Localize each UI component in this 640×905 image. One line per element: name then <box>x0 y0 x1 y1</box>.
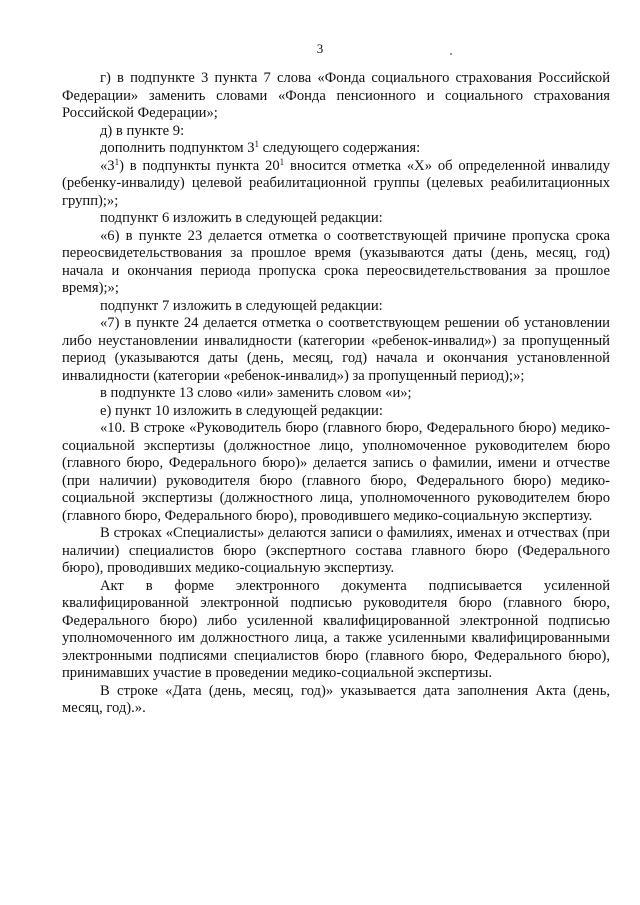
text-segment: дополнить подпунктом 3 <box>100 140 255 156</box>
paragraph-g: г) в подпункте 3 пункта 7 слова «Фонда социального страхования Российской Федерации» заменить словами «Фонда пенсионного и социального страхования Российской Федерации»; <box>62 70 610 121</box>
paragraph-subitem-7-heading: подпункт 7 изложить в следующей редакции: <box>100 297 383 314</box>
paragraph-subitem-6: «6) в пункте 23 делается отметка о соответствующей причине пропуска срока переосвидетельствования за прошлое время (указываются даты (день, месяц, год) начала и окончания периода пропуска срока переосвидетельствования за прошлое время);»; <box>62 227 610 296</box>
paragraph-subitem-6-heading: подпункт 6 изложить в следующей редакции: <box>100 210 383 226</box>
paragraph-subitem-7: «7) в пункте 24 делается отметка о соответствующем решении об установлении либо неустановлении инвалидности (категории «ребенок-инвалид») за пропущенный период (указываются даты (день, месяц, год) начала и окончания установленной инвалидности (категории «ребенок-инвалид») за пропущенный период);»; <box>62 315 610 384</box>
superscript: 1 <box>279 156 285 167</box>
text-segment: «3 <box>100 157 115 174</box>
paragraph-signature: Акт в форме электронного документа подписывается усиленной квалифицированной электронной подписью руководителя бюро (главного бюро, Федерального бюро) либо усиленной квалифицированной электронной подписью уполномоченного им должностного лица, а также усиленными квалифицированными электронными подписями специалистов бюро (главного бюро, Федерального бюро), принимавших участие в проведении медико-социальной экспертизы. <box>62 577 610 681</box>
superscript: 1 <box>114 156 120 167</box>
document-body <box>62 70 610 718</box>
paragraph-specialists: В строках «Специалисты» делаются записи о фамилиях, именах и отчествах (при наличии) специалистов бюро (экспертного состава главного бюро (Федерального бюро), проводивших медико-социальную экспертизу. <box>62 525 610 576</box>
page-number: 3 <box>316 41 324 56</box>
paragraph-subitem-3-1 <box>62 158 610 211</box>
scan-speck <box>450 53 452 55</box>
text-segment: ) в подпункты пункта 20 <box>119 157 280 174</box>
paragraph-e: е) пункт 10 изложить в следующей редакции: <box>100 402 383 419</box>
paragraph-d: д) в пункте 9: <box>100 122 185 139</box>
superscript: 1 <box>254 139 260 149</box>
text-segment: следующего содержания: <box>259 140 421 156</box>
paragraph-add-subitem <box>62 140 610 158</box>
paragraph-item-10: «10. В строке «Руководитель бюро (главного бюро, Федерального бюро) медико-социальной экспертизы (должностное лицо, уполномоченное руководителем бюро (главного бюро, Федерального бюро)» делается запись о фамилии, имени и отчестве (при наличии) руководителя бюро (главного бюро, Федерального бюро) медико-социальной экспертизы (должностного лица, уполномоченного руководителем бюро (главного бюро, Федерального бюро), проводившего медико-социальную экспертизу. <box>62 420 610 524</box>
text-segment: вносится отметка «X» об определенной инвалиду (ребенку-инвалиду) целевой реабилитационной группы (целевых реабилитационных групп);»; <box>62 157 610 209</box>
paragraph-subitem-13: в подпункте 13 слово «или» заменить словом «и»; <box>100 385 412 401</box>
paragraph-date: В строке «Дата (день, месяц, год)» указывается дата заполнения Акта (день, месяц, год).». <box>62 682 610 716</box>
